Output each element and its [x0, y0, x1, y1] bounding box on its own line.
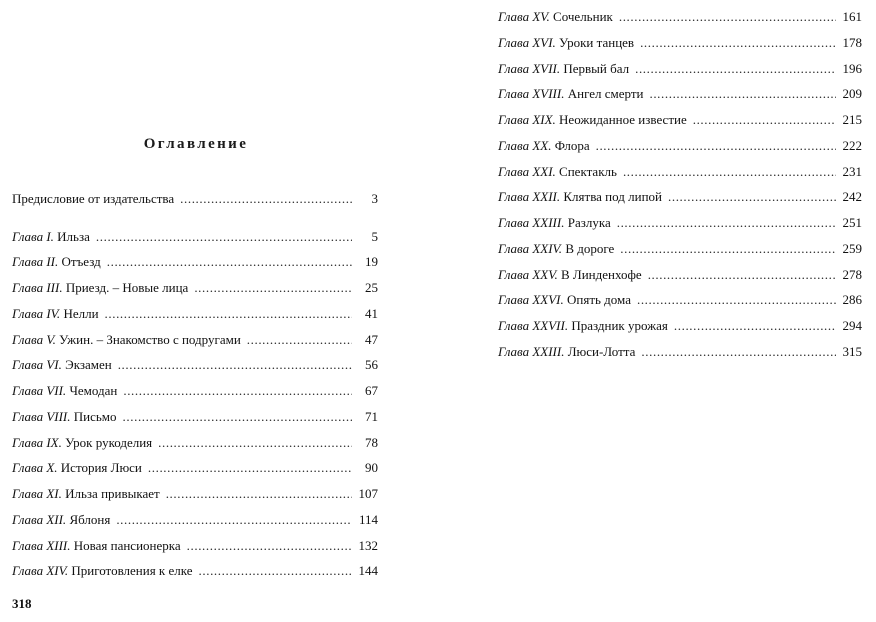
toc-chapter-label: Глава IV. — [12, 305, 61, 321]
toc-chapter-label: Глава VIII. — [12, 408, 71, 424]
page-number: 318 — [12, 596, 32, 611]
toc-entry-page: 196 — [842, 60, 862, 76]
toc-entry-title: Спектакль — [559, 163, 617, 179]
toc-entry-page: 107 — [358, 486, 378, 501]
toc-entry — [12, 485, 378, 511]
toc-entry-page: 251 — [842, 215, 862, 230]
toc-entry — [12, 331, 378, 357]
toc-entry — [498, 240, 862, 266]
dot-leader — [619, 8, 836, 26]
dot-leader — [648, 266, 836, 284]
toc-entry-title: Письмо — [73, 408, 117, 424]
toc-entry-title: Нелли — [63, 305, 99, 321]
dot-leader — [123, 408, 352, 426]
dot-leader — [107, 253, 352, 271]
toc-entry-title: Приезд. – Новые лица — [65, 280, 189, 295]
toc-chapter-label: Глава XII. — [12, 511, 67, 527]
toc-entry-page: 90 — [365, 460, 378, 476]
toc-entry — [498, 60, 862, 86]
toc-chapter-label: Глава XI. — [12, 486, 62, 501]
toc-entry-title: Праздник урожая — [571, 318, 668, 333]
toc-entry — [12, 459, 378, 485]
toc-entry — [12, 279, 378, 305]
toc-entry-title: Клятва под липой — [563, 189, 662, 205]
toc-entry-title: Ужин. – Знакомство с подругами — [59, 331, 241, 347]
toc-entry-page: 242 — [842, 189, 862, 205]
toc-entry-title: Первый бал — [563, 60, 630, 76]
toc-entry-title: Уроки танцев — [559, 34, 635, 50]
toc-entry — [498, 85, 862, 111]
toc-entry-title: Опять дома — [567, 292, 631, 308]
toc-entry-page: 144 — [358, 563, 378, 579]
toc-entry-title: Яблоня — [69, 511, 111, 527]
toc-chapter-label: Глава XXIII. — [498, 343, 565, 359]
dot-leader — [105, 305, 352, 323]
toc-entry-page: 5 — [371, 228, 378, 244]
toc-entry — [12, 408, 378, 434]
toc-right-column — [498, 8, 862, 369]
toc-entry-page: 278 — [842, 266, 862, 282]
toc-entry-page: 222 — [842, 137, 862, 153]
toc-entry-page: 315 — [842, 343, 862, 359]
toc-chapter-label: Глава XXII. — [498, 189, 561, 205]
dot-leader — [116, 511, 352, 529]
toc-entry-title: Приготовления к елке — [71, 563, 193, 579]
toc-chapter-label: Глава I. — [12, 228, 54, 244]
toc-entry-title: История Люси — [60, 460, 142, 476]
toc-chapter-label: Глава XIX. — [498, 112, 556, 127]
toc-entry-title: Флора — [554, 137, 590, 153]
dot-leader — [623, 163, 836, 181]
dot-leader — [640, 34, 836, 52]
dot-leader — [668, 188, 836, 206]
toc-entry-title: Новая пансионерка — [73, 537, 181, 553]
toc-entry — [498, 163, 862, 189]
toc-entry — [498, 214, 862, 240]
toc-entry-page: 286 — [842, 292, 862, 308]
toc-entry — [12, 228, 378, 254]
dot-leader — [123, 382, 352, 400]
toc-left-column — [12, 190, 378, 588]
toc-entry-page: 294 — [842, 318, 862, 333]
toc-chapter-label: Глава XX. — [498, 137, 552, 153]
toc-entry-page: 47 — [365, 331, 378, 347]
toc-chapter-label: Глава XXVI. — [498, 292, 564, 308]
toc-entry — [498, 291, 862, 317]
dot-leader — [635, 60, 836, 78]
toc-chapter-label: Глава X. — [12, 460, 58, 476]
dot-leader — [649, 85, 836, 103]
toc-entry-page: 114 — [358, 511, 378, 527]
toc-entry-page: 3 — [371, 191, 378, 206]
toc-entry-page: 19 — [365, 254, 378, 270]
toc-entry — [12, 434, 378, 460]
toc-chapter-label: Глава XXIII. — [498, 215, 565, 230]
toc-entry-page: 41 — [365, 305, 378, 321]
toc-entry-title: Отъезд — [61, 254, 101, 270]
toc-entry-page: 259 — [842, 240, 862, 256]
toc-entry-page: 132 — [358, 537, 378, 553]
toc-entry-title: В дороге — [565, 240, 615, 256]
toc-chapter-label: Глава XIII. — [12, 537, 71, 553]
dot-leader — [693, 111, 836, 129]
toc-chapter-label: Глава XVIII. — [498, 86, 565, 102]
dot-leader — [187, 537, 352, 555]
dot-leader — [166, 485, 352, 503]
toc-entry — [498, 266, 862, 292]
dot-leader — [641, 343, 836, 361]
toc-chapter-label: Глава XVII. — [498, 60, 561, 76]
toc-entry-page: 161 — [842, 9, 862, 24]
dot-leader — [158, 434, 352, 452]
dot-leader — [148, 459, 352, 477]
toc-entry-title: В Линденхофе — [560, 266, 642, 282]
toc-entry-title: Предисловие от издательства — [12, 191, 175, 206]
toc-entry — [498, 317, 862, 343]
toc-entry-title: Урок рукоделия — [65, 434, 153, 450]
toc-chapter-label: Глава XIV. — [12, 563, 69, 579]
dot-leader — [620, 240, 836, 258]
toc-entry-title: Ангел смерти — [567, 86, 644, 102]
toc-entry-page: 25 — [365, 280, 378, 295]
toc-entry — [12, 562, 378, 588]
toc-entry — [498, 8, 862, 34]
toc-chapter-label: Глава XXIV. — [498, 240, 563, 256]
toc-entry — [498, 137, 862, 163]
toc-entry — [12, 511, 378, 537]
toc-chapter-label: Глава V. — [12, 331, 56, 347]
toc-chapter-label: Глава II. — [12, 254, 59, 270]
toc-entry-page: 71 — [365, 408, 378, 424]
toc-entry-title: Чемодан — [69, 383, 118, 398]
toc-entry — [498, 34, 862, 60]
toc-chapter-label: Глава XXV. — [498, 266, 558, 282]
toc-chapter-label: Глава IX. — [12, 434, 62, 450]
toc-entry-title: Сочельник — [553, 9, 613, 24]
toc-entry-page: 209 — [842, 86, 862, 102]
toc-chapter-label: Глава XVI. — [498, 34, 556, 50]
toc-chapter-label: Глава XXVII. — [498, 318, 569, 333]
toc-entry-page: 67 — [365, 383, 378, 398]
toc-entry-page: 78 — [365, 434, 378, 450]
dot-leader — [194, 279, 352, 297]
toc-heading: Оглавление — [143, 136, 249, 152]
toc-entry — [498, 343, 862, 369]
toc-entry — [12, 305, 378, 331]
toc-entry-title: Люси-Лотта — [567, 343, 636, 359]
dot-leader — [96, 228, 352, 246]
dot-leader — [180, 190, 352, 208]
dot-leader — [674, 317, 836, 335]
toc-entry — [12, 253, 378, 279]
toc-entry — [498, 188, 862, 214]
toc-entry — [12, 537, 378, 563]
toc-chapter-label: Глава VII. — [12, 383, 67, 398]
toc-entry-title: Ильза привыкает — [65, 486, 160, 501]
dot-leader — [199, 562, 352, 580]
toc-entry-page: 178 — [842, 34, 862, 50]
toc-chapter-label: Глава III. — [12, 280, 63, 295]
toc-entry-page: 215 — [842, 112, 862, 127]
dot-leader — [637, 291, 836, 309]
toc-entry-page: 56 — [365, 357, 378, 373]
toc-entry-page: 231 — [842, 163, 862, 179]
toc-entry-title: Разлука — [567, 215, 611, 230]
toc-entry — [12, 356, 378, 382]
dot-leader — [118, 356, 352, 374]
toc-chapter-label: Глава XV. — [498, 9, 550, 24]
dot-leader — [617, 214, 836, 232]
toc-entry-title: Неожиданное известие — [559, 112, 687, 127]
dot-leader — [247, 331, 352, 349]
dot-leader — [596, 137, 836, 155]
toc-preface-entry — [12, 190, 378, 228]
toc-entry — [498, 111, 862, 137]
toc-entry — [12, 382, 378, 408]
toc-chapter-label: Глава XXI. — [498, 163, 556, 179]
toc-chapter-label: Глава VI. — [12, 357, 62, 373]
toc-entry-title: Экзамен — [65, 357, 112, 373]
toc-entry-title: Ильза — [57, 228, 90, 244]
